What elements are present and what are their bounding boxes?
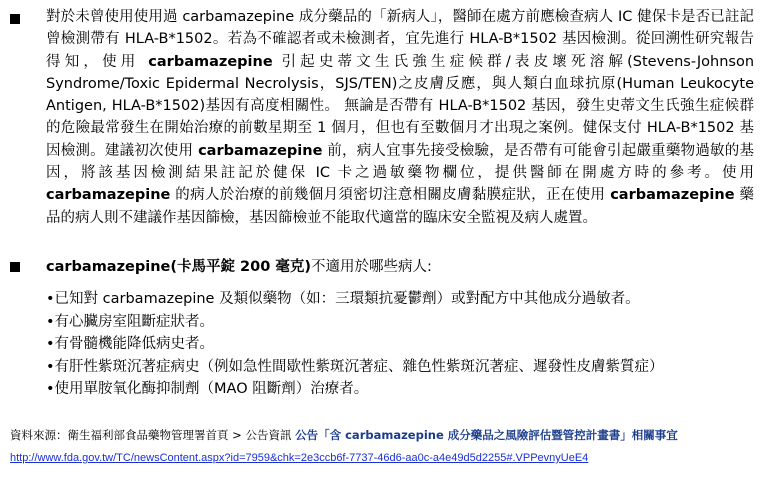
list-item: •有肝性紫斑沉著症病史（例如急性間歇性紫斑沉著症、雜色性紫斑沉著症、遲發性皮膚紫質症） — [46, 358, 664, 375]
drug-name: carbamazepine — [198, 142, 323, 159]
hla-screening-paragraph — [46, 6, 754, 229]
list-item: •已知對 carbamazepine 及類似藥物（如：三環類抗憂鬱劑）或對配方中其他成分過敏者。 — [46, 291, 640, 307]
paragraph-text: 前，病人宜事先接受檢驗，是否帶有可能會引起嚴重藥物過敏的基因，將該基因檢測結果註記於健保 IC 卡之過敏藥物欄位，提供醫師在開處方時的參考。使用 — [46, 142, 755, 182]
heading-bold: carbamazepine(卡馬平錠 200 毫克) — [46, 259, 311, 275]
source-prefix: 資料來源：衛生福利部食品藥物管理署首頁 > 公告資訊 — [10, 428, 296, 442]
source-link[interactable]: http://www.fda.gov.tw/TC/newsContent.aspx?id=7959&chk=2e3ccb6f-7737-46d6-aa0c-a4e49d5d2255#.VPPevnyUeE4 — [10, 452, 589, 464]
drug-name: carbamazepine — [610, 187, 735, 204]
paragraph-text: 引起史蒂文生氏強生症候群/表皮壞死溶解(Stevens-Johnson Syndrome/Toxic Epidermal Necrolysis，SJS/TEN)之皮膚反應，與人類白血球抗原(Human Leukocyte Antigen, HLA-B*1502)基因有高度相關性。 無論是否帶有 HLA-B*1502 基因，發生史蒂文生氏強生症候群的危險最常發生在開始治療的前數星期至 1 個月，但也有至數個月才出現之案例。健保支付 HLA-B*1502 基因檢測。建議初次使用 — [46, 53, 755, 159]
announcement-title: 公告「含 carbamazepine 成分藥品之風險評估暨管控計畫書」相關事宜 — [295, 428, 678, 442]
bullet-square — [10, 262, 20, 272]
heading-rest: 不適用於哪些病人: — [311, 259, 432, 275]
list-item: •有骨髓機能降低病史者。 — [46, 336, 215, 353]
contraindications-list — [46, 288, 754, 401]
list-item: •使用單胺氧化酶抑制劑（MAO 阻斷劑）治療者。 — [46, 381, 369, 398]
drug-name: carbamazepine — [148, 53, 273, 70]
paragraph-text: 藥品的病人則不建議作基因篩檢，基因篩檢並不能取代適當的臨床安全監視及病人處置。 — [46, 187, 754, 226]
contraindications-heading — [46, 256, 754, 278]
source-citation — [10, 424, 758, 469]
list-item: •有心臟房室阻斷症狀者。 — [46, 313, 215, 330]
paragraph-text: 的病人於治療的前幾個月須密切注意相關皮膚黏膜症狀，正在使用 — [170, 187, 611, 204]
bullet-square — [10, 14, 20, 24]
drug-name: carbamazepine — [46, 187, 171, 204]
paragraph-text: 對於未曾使用使用過 carbamazepine 成分藥品的「新病人」，醫師在處方前應檢查病人 IC 健保卡是否已註記曾檢測帶有 HLA-B*1502。若為不確認者或未檢測者，宜先進行 HLA-B*1502 基因檢測。從回溯性研究報告得知，使用 — [46, 9, 754, 70]
